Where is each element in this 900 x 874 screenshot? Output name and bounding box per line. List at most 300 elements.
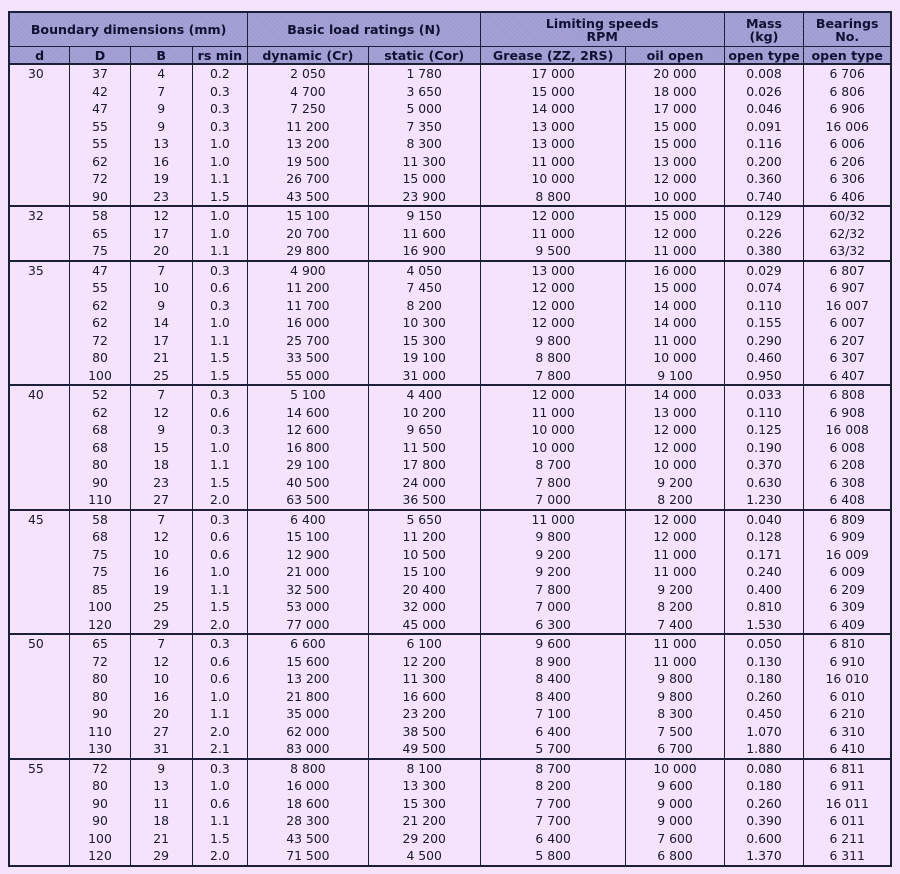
cell-grease-speed: 6 400	[480, 830, 626, 848]
cell-dynamic-load: 14 600	[248, 404, 368, 422]
cell-grease-speed: 11 000	[480, 510, 626, 529]
cell-rs-min: 0.3	[192, 510, 248, 529]
col-header-B: B	[130, 47, 192, 65]
cell-dynamic-load: 15 100	[248, 528, 368, 546]
cell-mass: 0.390	[724, 812, 804, 830]
cell-bearing-number: 6 009	[804, 563, 891, 581]
cell-static-load: 7 350	[368, 118, 480, 136]
cell-oil-speed: 14 000	[626, 385, 724, 404]
table-row	[9, 297, 891, 315]
table-row	[9, 153, 891, 171]
cell-oil-speed: 15 000	[626, 206, 724, 225]
cell-outer-diameter: 120	[70, 616, 131, 635]
cell-grease-speed: 9 200	[480, 563, 626, 581]
cell-bearing-number: 6 206	[804, 153, 891, 171]
cell-grease-speed: 7 800	[480, 367, 626, 386]
cell-mass: 0.260	[724, 795, 804, 813]
cell-dynamic-load: 11 200	[248, 118, 368, 136]
cell-rs-min: 0.6	[192, 404, 248, 422]
table-row	[9, 528, 891, 546]
cell-static-load: 4 400	[368, 385, 480, 404]
table-row	[9, 100, 891, 118]
cell-outer-diameter: 55	[70, 279, 131, 297]
table-row	[9, 367, 891, 386]
cell-outer-diameter: 110	[70, 723, 131, 741]
cell-rs-min: 1.5	[192, 474, 248, 492]
cell-oil-speed: 9 100	[626, 367, 724, 386]
cell-oil-speed: 9 800	[626, 688, 724, 706]
cell-mass: 0.630	[724, 474, 804, 492]
cell-oil-speed: 16 000	[626, 261, 724, 280]
cell-rs-min: 1.1	[192, 242, 248, 261]
cell-rs-min: 1.1	[192, 581, 248, 599]
cell-bearing-number: 6 408	[804, 491, 891, 510]
cell-oil-speed: 10 000	[626, 759, 724, 778]
cell-dynamic-load: 43 500	[248, 188, 368, 207]
load-ratings-header: Basic load ratings (N)	[248, 12, 481, 47]
col-header-d: d	[9, 47, 70, 65]
cell-grease-speed: 8 700	[480, 759, 626, 778]
cell-outer-diameter: 55	[70, 135, 131, 153]
cell-oil-speed: 11 000	[626, 332, 724, 350]
cell-rs-min: 2.0	[192, 616, 248, 635]
cell-oil-speed: 8 200	[626, 598, 724, 616]
cell-bearing-number: 6 308	[804, 474, 891, 492]
table-row	[9, 261, 891, 280]
cell-width: 14	[130, 314, 192, 332]
cell-grease-speed: 9 200	[480, 546, 626, 564]
cell-rs-min: 1.5	[192, 830, 248, 848]
cell-mass: 0.290	[724, 332, 804, 350]
table-row	[9, 314, 891, 332]
cell-bore-diameter: 55	[9, 759, 70, 866]
cell-mass: 0.226	[724, 225, 804, 243]
mass-title: Mass	[745, 15, 782, 31]
cell-rs-min: 1.0	[192, 135, 248, 153]
cell-oil-speed: 12 000	[626, 439, 724, 457]
cell-oil-speed: 15 000	[626, 279, 724, 297]
cell-oil-speed: 9 200	[626, 581, 724, 599]
cell-dynamic-load: 16 000	[248, 777, 368, 795]
cell-oil-speed: 18 000	[626, 83, 724, 101]
cell-rs-min: 0.6	[192, 528, 248, 546]
cell-outer-diameter: 52	[70, 385, 131, 404]
cell-static-load: 10 500	[368, 546, 480, 564]
table-row	[9, 206, 891, 225]
cell-dynamic-load: 63 500	[248, 491, 368, 510]
cell-grease-speed: 13 000	[480, 118, 626, 136]
cell-outer-diameter: 62	[70, 314, 131, 332]
table-row	[9, 777, 891, 795]
cell-width: 12	[130, 528, 192, 546]
cell-outer-diameter: 62	[70, 404, 131, 422]
table-row	[9, 421, 891, 439]
cell-rs-min: 0.6	[192, 279, 248, 297]
cell-width: 7	[130, 83, 192, 101]
cell-rs-min: 1.1	[192, 456, 248, 474]
cell-rs-min: 0.3	[192, 100, 248, 118]
cell-bearing-number: 62/32	[804, 225, 891, 243]
cell-width: 4	[130, 64, 192, 83]
cell-bearing-number: 16 010	[804, 670, 891, 688]
cell-outer-diameter: 120	[70, 847, 131, 866]
cell-dynamic-load: 11 700	[248, 297, 368, 315]
cell-grease-speed: 9 500	[480, 242, 626, 261]
cell-bearing-number: 16 009	[804, 546, 891, 564]
cell-oil-speed: 11 000	[626, 546, 724, 564]
cell-outer-diameter: 100	[70, 598, 131, 616]
cell-dynamic-load: 40 500	[248, 474, 368, 492]
table-row	[9, 581, 891, 599]
cell-dynamic-load: 35 000	[248, 705, 368, 723]
cell-static-load: 17 800	[368, 456, 480, 474]
col-header-grease: Grease (ZZ, 2RS)	[480, 47, 626, 65]
cell-mass: 0.110	[724, 297, 804, 315]
cell-oil-speed: 14 000	[626, 297, 724, 315]
cell-dynamic-load: 4 700	[248, 83, 368, 101]
cell-dynamic-load: 16 000	[248, 314, 368, 332]
cell-rs-min: 0.3	[192, 385, 248, 404]
cell-rs-min: 1.0	[192, 314, 248, 332]
cell-grease-speed: 7 700	[480, 812, 626, 830]
table-row	[9, 279, 891, 297]
cell-width: 9	[130, 100, 192, 118]
table-row	[9, 385, 891, 404]
cell-oil-speed: 9 000	[626, 812, 724, 830]
limiting-speeds-unit: RPM	[586, 28, 618, 44]
bearings-subtitle: No.	[835, 28, 860, 44]
cell-bearing-number: 6 909	[804, 528, 891, 546]
cell-mass: 1.230	[724, 491, 804, 510]
cell-mass: 0.810	[724, 598, 804, 616]
table-row	[9, 653, 891, 671]
cell-mass: 0.110	[724, 404, 804, 422]
cell-grease-speed: 8 400	[480, 670, 626, 688]
cell-width: 23	[130, 474, 192, 492]
cell-width: 27	[130, 723, 192, 741]
cell-dynamic-load: 28 300	[248, 812, 368, 830]
cell-rs-min: 0.2	[192, 64, 248, 83]
cell-grease-speed: 6 400	[480, 723, 626, 741]
cell-outer-diameter: 72	[70, 332, 131, 350]
cell-dynamic-load: 15 600	[248, 653, 368, 671]
cell-static-load: 10 300	[368, 314, 480, 332]
cell-rs-min: 1.5	[192, 598, 248, 616]
cell-outer-diameter: 90	[70, 474, 131, 492]
cell-mass: 0.029	[724, 261, 804, 280]
cell-static-load: 8 100	[368, 759, 480, 778]
cell-outer-diameter: 65	[70, 634, 131, 653]
cell-outer-diameter: 80	[70, 777, 131, 795]
cell-width: 20	[130, 705, 192, 723]
cell-static-load: 8 300	[368, 135, 480, 153]
cell-static-load: 7 450	[368, 279, 480, 297]
cell-grease-speed: 8 800	[480, 188, 626, 207]
cell-grease-speed: 10 000	[480, 421, 626, 439]
cell-mass: 0.125	[724, 421, 804, 439]
cell-mass: 0.600	[724, 830, 804, 848]
cell-width: 16	[130, 153, 192, 171]
cell-oil-speed: 15 000	[626, 118, 724, 136]
cell-dynamic-load: 6 400	[248, 510, 368, 529]
cell-dynamic-load: 7 250	[248, 100, 368, 118]
cell-static-load: 19 100	[368, 349, 480, 367]
cell-width: 18	[130, 456, 192, 474]
cell-static-load: 3 650	[368, 83, 480, 101]
cell-rs-min: 1.0	[192, 688, 248, 706]
cell-static-load: 49 500	[368, 740, 480, 759]
cell-width: 21	[130, 830, 192, 848]
cell-dynamic-load: 29 800	[248, 242, 368, 261]
table-row	[9, 135, 891, 153]
cell-mass: 1.530	[724, 616, 804, 635]
table-row	[9, 349, 891, 367]
cell-width: 7	[130, 385, 192, 404]
cell-outer-diameter: 62	[70, 297, 131, 315]
cell-grease-speed: 8 400	[480, 688, 626, 706]
cell-mass: 0.171	[724, 546, 804, 564]
cell-bearing-number: 6 311	[804, 847, 891, 866]
cell-outer-diameter: 130	[70, 740, 131, 759]
table-row	[9, 64, 891, 83]
col-header-static: static (Cor)	[368, 47, 480, 65]
cell-dynamic-load: 2 050	[248, 64, 368, 83]
cell-mass: 0.155	[724, 314, 804, 332]
cell-grease-speed: 8 800	[480, 349, 626, 367]
mass-unit: (kg)	[749, 28, 779, 44]
cell-bore-diameter: 50	[9, 634, 70, 759]
cell-rs-min: 0.3	[192, 261, 248, 280]
table-body	[9, 64, 891, 866]
bearing-table-container	[8, 11, 892, 867]
cell-width: 7	[130, 261, 192, 280]
cell-rs-min: 0.3	[192, 634, 248, 653]
cell-mass: 0.128	[724, 528, 804, 546]
cell-static-load: 11 500	[368, 439, 480, 457]
cell-grease-speed: 12 000	[480, 297, 626, 315]
cell-static-load: 24 000	[368, 474, 480, 492]
table-row	[9, 332, 891, 350]
cell-width: 7	[130, 634, 192, 653]
cell-dynamic-load: 83 000	[248, 740, 368, 759]
cell-oil-speed: 12 000	[626, 170, 724, 188]
cell-width: 18	[130, 812, 192, 830]
cell-static-load: 8 200	[368, 297, 480, 315]
bearings-header	[804, 12, 891, 47]
col-header-bearing: open type	[804, 47, 891, 65]
cell-width: 25	[130, 598, 192, 616]
cell-outer-diameter: 110	[70, 491, 131, 510]
cell-bearing-number: 6 208	[804, 456, 891, 474]
cell-rs-min: 0.3	[192, 83, 248, 101]
cell-oil-speed: 6 800	[626, 847, 724, 866]
cell-oil-speed: 6 700	[626, 740, 724, 759]
table-row	[9, 670, 891, 688]
cell-dynamic-load: 43 500	[248, 830, 368, 848]
cell-oil-speed: 14 000	[626, 314, 724, 332]
cell-mass: 0.050	[724, 634, 804, 653]
cell-oil-speed: 12 000	[626, 421, 724, 439]
cell-grease-speed: 17 000	[480, 64, 626, 83]
cell-oil-speed: 12 000	[626, 225, 724, 243]
cell-mass: 0.950	[724, 367, 804, 386]
cell-bearing-number: 6 907	[804, 279, 891, 297]
table-row	[9, 723, 891, 741]
cell-mass: 0.460	[724, 349, 804, 367]
bearings-title: Bearings	[815, 15, 879, 31]
cell-oil-speed: 12 000	[626, 510, 724, 529]
table-row	[9, 404, 891, 422]
cell-bearing-number: 6 010	[804, 688, 891, 706]
cell-width: 29	[130, 616, 192, 635]
cell-rs-min: 2.0	[192, 847, 248, 866]
cell-bearing-number: 6 410	[804, 740, 891, 759]
cell-width: 19	[130, 170, 192, 188]
cell-outer-diameter: 90	[70, 705, 131, 723]
cell-outer-diameter: 47	[70, 100, 131, 118]
table-row	[9, 510, 891, 529]
cell-width: 16	[130, 563, 192, 581]
cell-outer-diameter: 90	[70, 795, 131, 813]
cell-grease-speed: 5 700	[480, 740, 626, 759]
cell-outer-diameter: 47	[70, 261, 131, 280]
cell-static-load: 6 100	[368, 634, 480, 653]
cell-outer-diameter: 80	[70, 349, 131, 367]
cell-outer-diameter: 90	[70, 188, 131, 207]
cell-width: 9	[130, 421, 192, 439]
table-row	[9, 83, 891, 101]
cell-grease-speed: 6 300	[480, 616, 626, 635]
cell-bearing-number: 16 006	[804, 118, 891, 136]
cell-static-load: 4 500	[368, 847, 480, 866]
cell-dynamic-load: 12 900	[248, 546, 368, 564]
cell-outer-diameter: 58	[70, 510, 131, 529]
cell-static-load: 11 600	[368, 225, 480, 243]
cell-outer-diameter: 68	[70, 439, 131, 457]
cell-static-load: 23 900	[368, 188, 480, 207]
cell-static-load: 11 300	[368, 153, 480, 171]
cell-grease-speed: 12 000	[480, 385, 626, 404]
cell-oil-speed: 12 000	[626, 528, 724, 546]
table-row	[9, 598, 891, 616]
cell-rs-min: 1.0	[192, 153, 248, 171]
cell-outer-diameter: 37	[70, 64, 131, 83]
cell-static-load: 32 000	[368, 598, 480, 616]
cell-grease-speed: 15 000	[480, 83, 626, 101]
cell-mass: 0.080	[724, 759, 804, 778]
cell-mass: 0.091	[724, 118, 804, 136]
cell-bearing-number: 6 811	[804, 759, 891, 778]
cell-oil-speed: 8 200	[626, 491, 724, 510]
cell-static-load: 5 000	[368, 100, 480, 118]
cell-dynamic-load: 12 600	[248, 421, 368, 439]
cell-static-load: 16 600	[368, 688, 480, 706]
cell-bearing-number: 6 309	[804, 598, 891, 616]
cell-width: 16	[130, 688, 192, 706]
cell-mass: 0.026	[724, 83, 804, 101]
cell-grease-speed: 7 000	[480, 491, 626, 510]
cell-mass: 0.180	[724, 670, 804, 688]
cell-width: 12	[130, 404, 192, 422]
cell-dynamic-load: 15 100	[248, 206, 368, 225]
cell-bearing-number: 6 406	[804, 188, 891, 207]
cell-mass: 0.360	[724, 170, 804, 188]
cell-bearing-number: 6 706	[804, 64, 891, 83]
cell-grease-speed: 10 000	[480, 170, 626, 188]
cell-mass: 0.190	[724, 439, 804, 457]
cell-bearing-number: 6 307	[804, 349, 891, 367]
cell-bearing-number: 6 911	[804, 777, 891, 795]
cell-static-load: 15 300	[368, 795, 480, 813]
cell-grease-speed: 9 800	[480, 528, 626, 546]
cell-mass: 0.380	[724, 242, 804, 261]
cell-bearing-number: 6 808	[804, 385, 891, 404]
cell-oil-speed: 13 000	[626, 404, 724, 422]
table-row	[9, 616, 891, 635]
cell-oil-speed: 10 000	[626, 349, 724, 367]
bearing-spec-table	[8, 11, 892, 867]
cell-width: 21	[130, 349, 192, 367]
cell-outer-diameter: 75	[70, 242, 131, 261]
cell-static-load: 20 400	[368, 581, 480, 599]
table-row	[9, 242, 891, 261]
cell-bearing-number: 6 906	[804, 100, 891, 118]
boundary-dimensions-header: Boundary dimensions (mm)	[9, 12, 248, 47]
cell-mass: 0.450	[724, 705, 804, 723]
cell-static-load: 36 500	[368, 491, 480, 510]
cell-bore-diameter: 32	[9, 206, 70, 261]
cell-dynamic-load: 25 700	[248, 332, 368, 350]
cell-width: 10	[130, 546, 192, 564]
cell-width: 9	[130, 759, 192, 778]
cell-outer-diameter: 75	[70, 546, 131, 564]
cell-mass: 0.370	[724, 456, 804, 474]
cell-grease-speed: 12 000	[480, 279, 626, 297]
cell-static-load: 13 300	[368, 777, 480, 795]
cell-bearing-number: 16 007	[804, 297, 891, 315]
cell-rs-min: 1.5	[192, 349, 248, 367]
cell-bore-diameter: 40	[9, 385, 70, 510]
cell-rs-min: 1.1	[192, 332, 248, 350]
cell-static-load: 9 650	[368, 421, 480, 439]
cell-dynamic-load: 29 100	[248, 456, 368, 474]
cell-width: 9	[130, 297, 192, 315]
cell-bearing-number: 6 207	[804, 332, 891, 350]
cell-outer-diameter: 62	[70, 153, 131, 171]
cell-outer-diameter: 75	[70, 563, 131, 581]
cell-rs-min: 0.3	[192, 297, 248, 315]
cell-rs-min: 1.1	[192, 812, 248, 830]
cell-width: 29	[130, 847, 192, 866]
cell-width: 10	[130, 670, 192, 688]
table-row	[9, 439, 891, 457]
cell-bearing-number: 16 008	[804, 421, 891, 439]
table-row	[9, 740, 891, 759]
table-row	[9, 225, 891, 243]
cell-outer-diameter: 58	[70, 206, 131, 225]
cell-grease-speed: 9 600	[480, 634, 626, 653]
cell-static-load: 11 300	[368, 670, 480, 688]
cell-outer-diameter: 72	[70, 653, 131, 671]
cell-width: 20	[130, 242, 192, 261]
col-header-dynamic: dynamic (Cr)	[248, 47, 368, 65]
table-row	[9, 705, 891, 723]
cell-dynamic-load: 4 900	[248, 261, 368, 280]
cell-width: 31	[130, 740, 192, 759]
mass-header	[724, 12, 804, 47]
cell-grease-speed: 7 700	[480, 795, 626, 813]
cell-oil-speed: 7 400	[626, 616, 724, 635]
